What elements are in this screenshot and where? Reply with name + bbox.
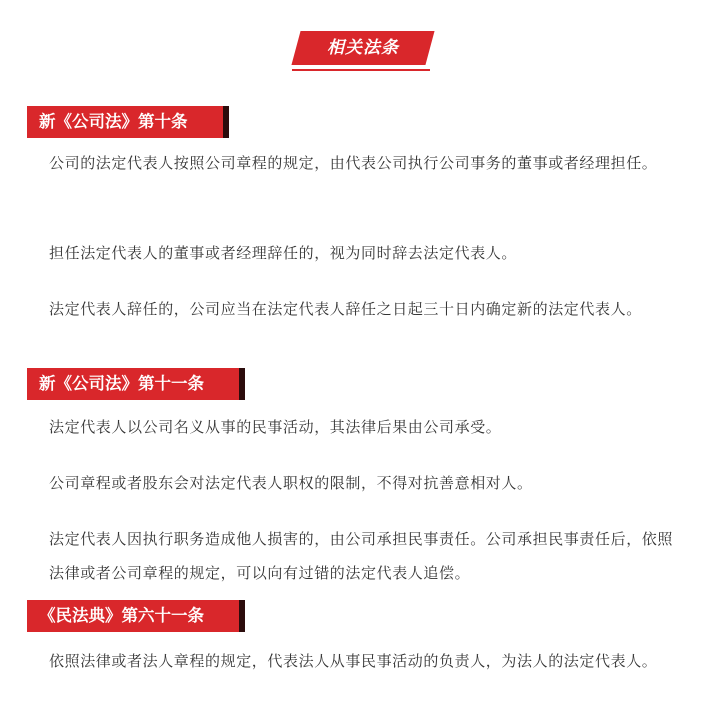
article-heading-company-law-11: 新《公司法》第十一条 xyxy=(27,368,245,400)
article-heading-civil-code-61: 《民法典》第六十一条 xyxy=(27,600,245,632)
article-paragraph: 法定代表人因执行职务造成他人损害的，由公司承担民事责任。公司承担民事责任后，依照法律或者公司章程的规定，可以向有过错的法定代表人追偿。 xyxy=(49,530,674,582)
related-laws-banner xyxy=(0,28,720,74)
article-paragraph: 法定代表人辞任的，公司应当在法定代表人辞任之日起三十日内确定新的法定代表人。 xyxy=(49,300,642,318)
banner-underline xyxy=(292,69,430,71)
banner-title: 相关法条 xyxy=(327,38,399,58)
article-paragraph: 依照法律或者法人章程的规定，代表法人从事民事活动的负责人，为法人的法定代表人。 xyxy=(49,652,658,670)
article-paragraph: 法定代表人以公司名义从事的民事活动，其法律后果由公司承受。 xyxy=(49,418,502,436)
article-paragraph: 担任法定代表人的董事或者经理辞任的，视为同时辞去法定代表人。 xyxy=(49,244,518,262)
article-heading-company-law-10: 新《公司法》第十条 xyxy=(27,106,229,138)
article-paragraph: 公司的法定代表人按照公司章程的规定，由代表公司执行公司事务的董事或者经理担任。 xyxy=(49,154,658,172)
article-paragraph: 公司章程或者股东会对法定代表人职权的限制，不得对抗善意相对人。 xyxy=(49,474,533,492)
